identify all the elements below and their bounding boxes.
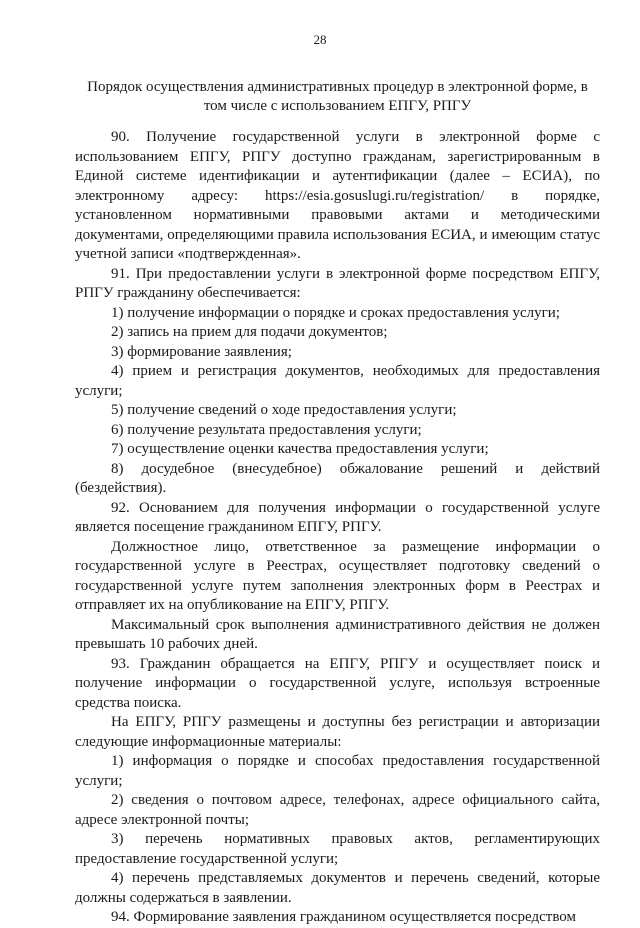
list-item: 2) сведения о почтовом адресе, телефонах, адресе официального сайта, адресе электронной почты; [75, 792, 600, 828]
paragraph-93: 93. Гражданин обращается на ЕПГУ, РПГУ и осуществляет поиск и получение информации о государственной услуге, используя встроенные средства поиска. [75, 655, 600, 711]
paragraph-92: 92. Основанием для получения информации о государственной услуге является посещение гражданином ЕПГУ, РПГУ. [75, 499, 600, 535]
list-item: 2) запись на прием для подачи документов; [111, 324, 388, 340]
section-title: Порядок осуществления административных процедур в электронной форме, в том числе с использованием ЕПГУ, РПГУ [87, 79, 588, 114]
list-item: 3) формирование заявления; [111, 343, 292, 360]
paragraph: На ЕПГУ, РПГУ размещены и доступны без регистрации и авторизации следующие информационные материалы: [75, 714, 600, 750]
paragraph: Максимальный срок выполнения административного действия не должен превышать 10 рабочих дней. [75, 616, 600, 652]
list-item: 8) досудебное (внесудебное) обжалование решений и действий (бездействия). [75, 460, 600, 496]
list-item: 7) осуществление оценки качества предоставления услуги; [111, 441, 489, 457]
paragraph: Должностное лицо, ответственное за размещение информации о государственной услуге в Реестрах, осуществляет подготовку сведений о государственной услуге путем заполнения электронных форм в Реестрах и отправляет их на опубликование на ЕПГУ, РПГУ. [75, 538, 600, 613]
paragraph-91: 91. При предоставлении услуги в электронной форме посредством ЕПГУ, РПГУ гражданину обеспечивается: [75, 265, 600, 301]
list-item: 5) получение сведений о ходе предоставления услуги; [111, 402, 457, 418]
body-text [75, 128, 600, 928]
list-item: 4) перечень представляемых документов и перечень сведений, которые должны содержаться в заявлении. [75, 870, 600, 906]
paragraph-94: 94. Формирование заявления гражданином осуществляется посредством [111, 909, 577, 925]
list-item: 4) прием и регистрация документов, необходимых для предоставления услуги; [75, 363, 600, 399]
page-number: 28 [313, 32, 327, 47]
list-item: 6) получение результата предоставления услуги; [111, 421, 422, 438]
paragraph-90: 90. Получение государственной услуги в электронной форме с использованием ЕПГУ, РПГУ доступно гражданам, зарегистрированным в Единой системе идентификации и аутентификации (далее – ЕСИА), по электронному адресу: https://esia.gosuslugi.ru/registration/ в порядке, установленном нормативными правовыми актами и методическими документами, определяющими правила использования ЕСИА, и имеющим статус учетной записи «подтвержденная». [75, 129, 600, 262]
list-item: 1) получение информации о порядке и сроках предоставления услуги; [111, 304, 560, 321]
list-item: 1) информация о порядке и способах предоставления государственной услуги; [75, 753, 600, 789]
list-item: 3) перечень нормативных правовых актов, регламентирующих предоставление государственной услуги; [75, 831, 600, 867]
